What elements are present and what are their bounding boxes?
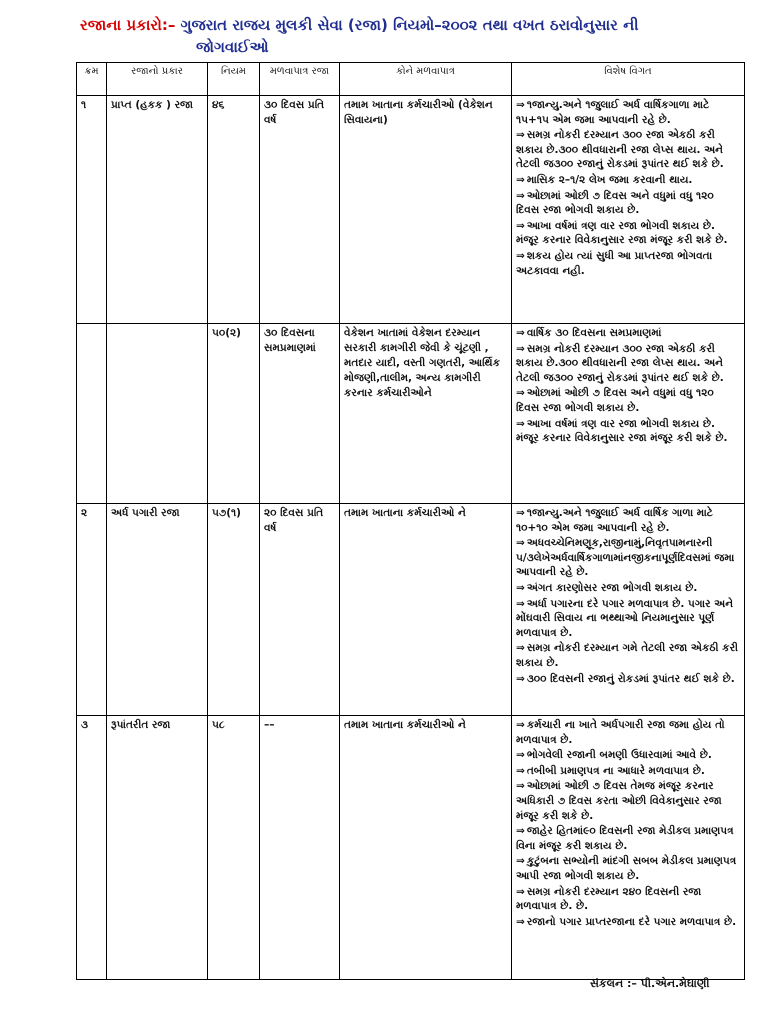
arrow-icon: ⇒ bbox=[516, 219, 525, 232]
cell-serial: ૧ bbox=[77, 96, 107, 324]
title-label: રજાના પ્રકારો:– bbox=[80, 16, 181, 34]
detail-text: જાહેર હિતમાં૯૦ દિવસની રજા મેડીકલ પ્રમાણપત્ર વિના મંજૂર કરી શકાય છે. bbox=[516, 825, 734, 852]
detail-text: વાર્ષિક ૩૦ દિવસના સમપ્રમાણમાં bbox=[526, 327, 662, 339]
detail-item bbox=[516, 386, 740, 415]
table-row bbox=[77, 96, 745, 324]
detail-text: શકય હોય ત્યાં સુધી આ પ્રાપ્તરજા ભોગવતા અટકાવવા નહી. bbox=[516, 249, 713, 277]
detail-item bbox=[516, 219, 740, 248]
detail-item bbox=[516, 854, 740, 883]
detail-text: સમગ્ર નોકરી દરમ્યાન ૩૦૦ રજા એકઠી કરી શકાય છે.૩૦૦ થીવધારાની રજા લેપ્સ થાય. અને તેટલી જ૩૦૦ રજાનું રોકડમાં રૂપાંતર થઈ શકે છે. bbox=[516, 129, 724, 171]
arrow-icon: ⇒ bbox=[516, 327, 525, 339]
detail-text: સમગ્ર નોકરી દરમ્યાન ૨૪૦ દિવસની રજા મળવાપાત્ર છે. છે. bbox=[516, 885, 702, 913]
arrow-icon: ⇒ bbox=[516, 719, 525, 731]
detail-item bbox=[516, 173, 740, 188]
cell-rule: ૫૦(૨) bbox=[208, 324, 260, 504]
detail-item bbox=[516, 326, 740, 341]
cell-eligible: વેકેશન ખાતામાં વેકેશન દરમ્યાન સરકારી કામગીરી જેવી કે ચૂંટણી , મતદાર યાદી, વસ્તી ગણતરી, આર્થિક મોજણી,તાલીમ, અન્ય કામગીરી કરનાર કર્મચારીઓને bbox=[340, 324, 512, 504]
arrow-icon: ⇒ bbox=[516, 780, 525, 793]
detail-item bbox=[516, 597, 740, 641]
arrow-icon: ⇒ bbox=[516, 672, 525, 685]
detail-item bbox=[516, 748, 740, 763]
cell-details bbox=[512, 324, 745, 504]
detail-item bbox=[516, 189, 740, 218]
arrow-icon: ⇒ bbox=[516, 885, 525, 898]
page-title bbox=[80, 14, 740, 58]
detail-text: ભોગવેલી રજાની બમણી ઉધારવામાં આવે છે. bbox=[526, 749, 712, 762]
cell-leave-type: અર્ધ પગારી રજા bbox=[107, 504, 208, 716]
arrow-icon: ⇒ bbox=[516, 129, 525, 142]
detail-item bbox=[516, 581, 740, 596]
cell-details bbox=[512, 504, 745, 716]
detail-item bbox=[516, 536, 740, 580]
cell-eligible: તમામ ખાતાના કર્મચારીઓ ને bbox=[340, 716, 512, 980]
detail-text: માસિક ૨–૧/૨ લેખ જમા કરવાની થાય. bbox=[526, 173, 693, 186]
detail-text: અર્ધા પગારના દરે પગાર મળવાપાત્ર છે. પગાર અને મોંઘવારી સિવાય ના ભથ્થાઓ નિયમાનુસાર પૂર્ણ મળવાપાત્ર છે. bbox=[516, 597, 734, 639]
arrow-icon: ⇒ bbox=[516, 537, 525, 550]
cell-leave-type: પ્રાપ્ત (હકક ) રજા bbox=[107, 96, 208, 324]
cell-details bbox=[512, 96, 745, 324]
detail-text: આખા વર્ષમાં ત્રણ વાર રજા ભોગવી શકાય છે. મંજૂર કરનાર વિવેકાનુસાર રજા મંજૂર કરી શકે છે. bbox=[516, 219, 728, 247]
detail-item bbox=[516, 641, 740, 670]
arrow-icon: ⇒ bbox=[516, 507, 525, 519]
detail-text: અધવચ્ચેનિમણૂક,રાજીનામું,નિવૃતપામનારની ૫/૩લેખેઅર્ધવાર્ષિકગાળામાંનજીકનાપૂર્ણદિવસમાં જમા આપવાની રહે છે. bbox=[516, 537, 735, 579]
arrow-icon: ⇒ bbox=[516, 189, 525, 202]
header-serial: ક્રમ bbox=[77, 63, 107, 96]
detail-item bbox=[516, 672, 740, 687]
detail-text: આખા વર્ષમાં ત્રણ વાર રજા ભોગવી શકાય છે. મંજૂર કરનાર વિવેકાનુસાર રજા મંજૂર કરી શકે છે. bbox=[516, 417, 728, 445]
cell-entitled: ૨૦ દિવસ પ્રતિ વર્ષ bbox=[260, 504, 340, 716]
detail-item bbox=[516, 915, 740, 930]
cell-eligible: તમામ ખાતાના કર્મચારીઓ (વેકેશન સિવાયના) bbox=[340, 96, 512, 324]
detail-text: ઓછામાં ઓછી ૭ દિવસ તેમજ મંજૂર કરનાર અધિકારી ૭ દિવસ કરતા ઓછી વિવેકાનુસાર રજા મંજૂર કરી શકે છે. bbox=[516, 780, 722, 822]
arrow-icon: ⇒ bbox=[516, 825, 525, 838]
detail-text: ઓછામાં ઓછી ૭ દિવસ અને વધુમાં વધુ ૧૨૦ દિવસ રજા ભોગવી શકાય છે. bbox=[516, 387, 714, 414]
detail-text: ૩૦૦ દિવસની રજાનું રોકડમાં રૂપાંતર થઈ શકે છે. bbox=[526, 672, 735, 685]
arrow-icon: ⇒ bbox=[516, 915, 525, 928]
cell-entitled: –– bbox=[260, 716, 340, 980]
header-leave-type: રજાનો પ્રકાર bbox=[107, 63, 208, 96]
arrow-icon: ⇒ bbox=[516, 749, 525, 762]
detail-text: રજાનો પગાર પ્રાપ્તરજાના દરે પગાર મળવાપાત્ર છે. bbox=[526, 915, 737, 928]
detail-item bbox=[516, 128, 740, 172]
arrow-icon: ⇒ bbox=[516, 764, 525, 777]
cell-entitled: ૩૦ દિવસ પ્રતિ વર્ષ bbox=[260, 96, 340, 324]
arrow-icon: ⇒ bbox=[516, 642, 525, 655]
title-text-line2: જોગવાઈઓ bbox=[196, 38, 269, 56]
detail-text: કર્મચારી ના ખાતે અર્ધપગારી રજા જમા હોય તો મળવાપાત્ર છે. bbox=[516, 719, 725, 746]
cell-details bbox=[512, 716, 745, 980]
table-header-row bbox=[77, 63, 745, 96]
arrow-icon: ⇒ bbox=[516, 249, 525, 262]
cell-entitled: ૩૦ દિવસના સમપ્રમાણમાં bbox=[260, 324, 340, 504]
detail-text: સમગ્ર નોકરી દરમ્યાન ૩૦૦ રજા એકઠી કરી શકાય છે.૩૦૦ થીવધારાની રજા લેપ્સ થાય. અને તેટલી જ૩૦૦ રજાનું રોકડમાં રૂપાંતર થઈ શકે છે. bbox=[516, 342, 724, 384]
detail-item bbox=[516, 249, 740, 278]
cell-rule: ૪૬ bbox=[208, 96, 260, 324]
header-details: વિશેષ વિગત bbox=[512, 63, 745, 96]
arrow-icon: ⇒ bbox=[516, 581, 525, 594]
detail-item bbox=[516, 506, 740, 535]
cell-leave-type bbox=[107, 324, 208, 504]
detail-text: ઓછામાં ઓછી ૭ દિવસ અને વધુમાં વધુ ૧૨૦ દિવસ રજા ભોગવી શકાય છે. bbox=[516, 189, 714, 217]
detail-item bbox=[516, 824, 740, 853]
table-row bbox=[77, 504, 745, 716]
title-text: ગુજરાત રાજય મુલકી સેવા (રજા) નિયમો–૨૦૦૨ તથા વખત ઠરાવોનુસાર ની bbox=[180, 16, 639, 34]
header-rule: નિયમ bbox=[208, 63, 260, 96]
cell-rule: ૫૭(૧) bbox=[208, 504, 260, 716]
detail-text: કુટુંબના સભ્યોની માંદગી સબબ મેડીકલ પ્રમાણપત્ર આપી રજા ભોગવી શકાય છે. bbox=[516, 855, 737, 882]
arrow-icon: ⇒ bbox=[516, 855, 525, 868]
cell-eligible: તમામ ખાતાના કર્મચારીઓ ને bbox=[340, 504, 512, 716]
detail-item bbox=[516, 417, 740, 446]
arrow-icon: ⇒ bbox=[516, 597, 525, 610]
detail-item bbox=[516, 718, 740, 747]
arrow-icon: ⇒ bbox=[516, 342, 525, 355]
cell-serial: ૨ bbox=[77, 504, 107, 716]
cell-serial bbox=[77, 324, 107, 504]
cell-leave-type: રૂપાંતરીત રજા bbox=[107, 716, 208, 980]
table-row bbox=[77, 716, 745, 980]
arrow-icon: ⇒ bbox=[516, 99, 525, 111]
arrow-icon: ⇒ bbox=[516, 387, 525, 400]
detail-item bbox=[516, 342, 740, 386]
detail-text: અંગત કારણોસર રજા ભોગવી શકાય છે. bbox=[526, 581, 698, 594]
compiled-by: સંકલન :– પી.એન.મેઘાણી bbox=[590, 977, 710, 990]
cell-rule: ૫૮ bbox=[208, 716, 260, 980]
leave-types-table bbox=[76, 62, 745, 980]
detail-item bbox=[516, 98, 740, 127]
detail-text: ૧જાન્યુ.અને ૧જુલાઈ અર્ધ વાર્ષિક ગાળા માટે ૧૦+૧૦ એમ જમા આપવાની રહે છે. bbox=[516, 507, 713, 534]
detail-item bbox=[516, 885, 740, 914]
detail-item bbox=[516, 764, 740, 779]
detail-text: ૧જાન્યુ.અને ૧જુલાઈ અર્ધ વાર્ષિકગાળા માટે ૧૫+૧૫ એમ જમા આપવાની રહે છે. bbox=[516, 99, 710, 126]
header-eligible: કોને મળવાપાત્ર bbox=[340, 63, 512, 96]
arrow-icon: ⇒ bbox=[516, 173, 525, 186]
table-row bbox=[77, 324, 745, 504]
arrow-icon: ⇒ bbox=[516, 417, 525, 430]
header-entitled: મળવાપાત્ર રજા bbox=[260, 63, 340, 96]
detail-text: સમગ્ર નોકરી દરમ્યાન ગમે તેટલી રજા એકઠી કરી શકાય છે. bbox=[516, 642, 739, 669]
cell-serial: ૩ bbox=[77, 716, 107, 980]
detail-text: તબીબી પ્રમાણપત્ર ના આધારે મળવાપાત્ર છે. bbox=[526, 764, 705, 777]
detail-item bbox=[516, 779, 740, 823]
